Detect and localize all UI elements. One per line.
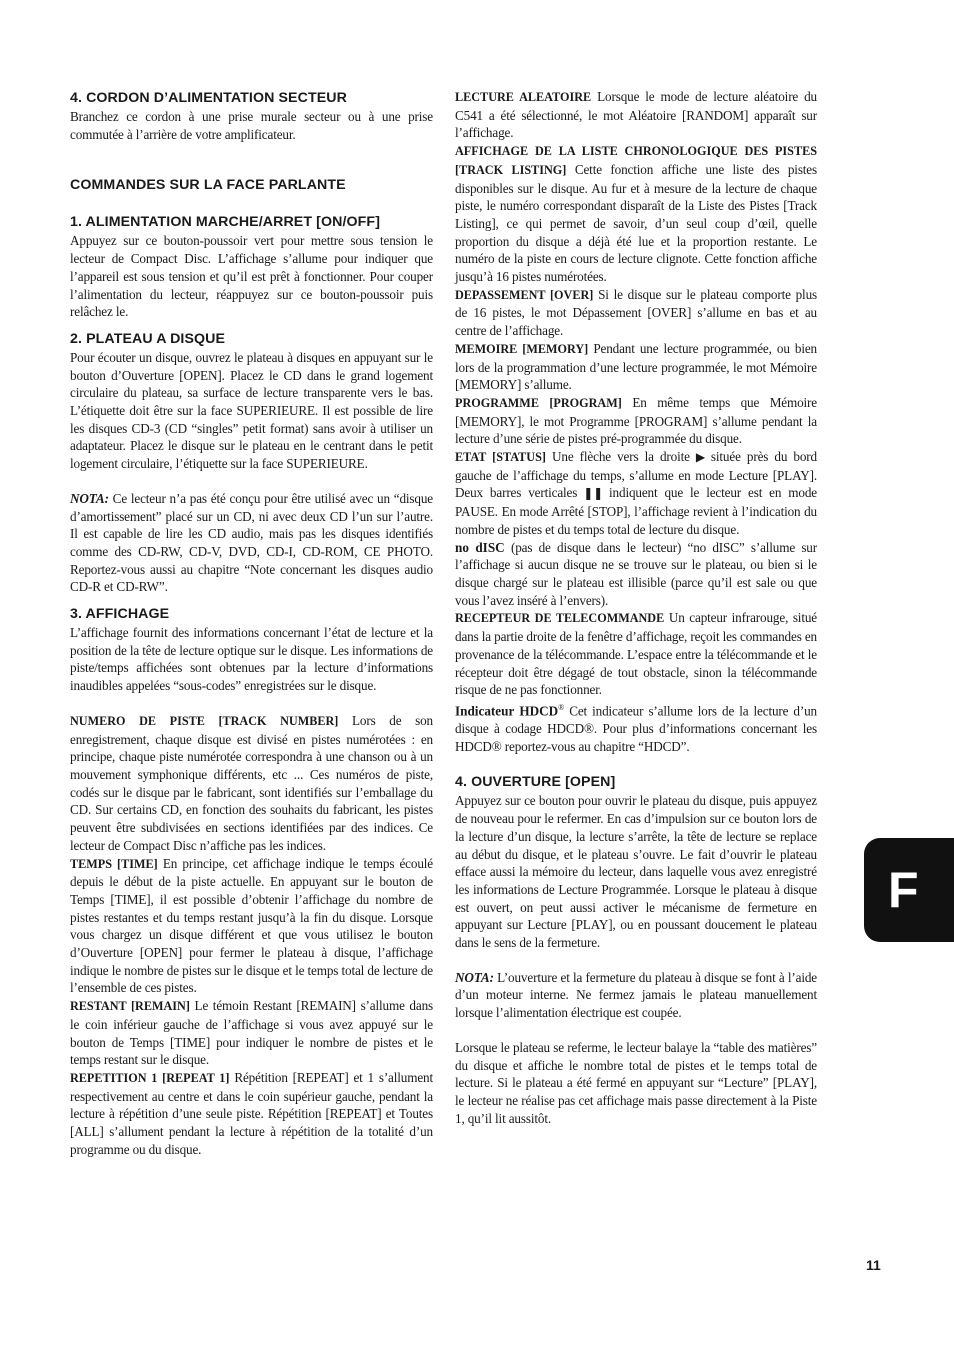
text-over: Si le disque sur le plateau comporte plus de 16 pistes, le mot Dépassement [OVER] s’allume en bas et au centre de l’affichage. <box>455 286 817 339</box>
term-program: PROGRAMME [PROGRAM] <box>455 395 622 410</box>
nota-label: NOTA: <box>70 490 109 506</box>
term-track-number: NUMERO DE PISTE [TRACK NUMBER] <box>70 713 339 728</box>
entry-repeat <box>70 1069 433 1159</box>
text-repeat: Répétition [REPEAT] et 1 s’allument respectivement au centre et dans le coin supérieur gauche, pendant la lecture à répétition d’une seule piste. Répétition [REPEAT] et Toutes [ALL] s’allument pendant la lecture à répétition de la totalité d’un programme ou du disque. <box>70 1069 433 1157</box>
text-status-b: située près du bord gauche de l’affichage du temps, s’allume en mode Lecture [PLAY]. Deux barres verticales <box>455 449 817 501</box>
term-repeat: REPETITION 1 [REPEAT 1] <box>70 1070 230 1085</box>
section-heading-open: 4. OUVERTURE [OPEN] <box>455 774 616 791</box>
text-time: En principe, cet affichage indique le temps écoulé depuis le début de la piste actuelle. En appuyant sur le bouton de Temps [TIME], il est possible d’obtenir l’affichage du nombre de pistes restantes et du temps restant jusqu’à la fin du disque. Lorsque vous chargez un disque différent et que vous utilisez le bouton d’Ouverture [OPEN] pour fermer le plateau à disque, l’affichage indique le nombre de pistes sur le disque et le temps total de lecture de l’ensemble de ces pistes. <box>70 855 433 996</box>
term-remain: RESTANT [REMAIN] <box>70 999 190 1014</box>
text-random: Lorsque le mode de lecture aléatoire du C541 a été sélectionné, le mot Aléatoire [RANDOM] apparaît sur l’affichage. <box>455 89 818 141</box>
play-arrow-icon: ▶ <box>695 450 705 465</box>
paragraph-open: Appuyez sur ce bouton pour ouvrir le plateau du disque, puis appuyez de nouveau pour le refermer. En cas d’impulsion sur ce bouton lors de la lecture d’un disque, la lecture s’arrête, la tête de lecture se replace au début du disque, et le plateau s’ouvre. Le fait d’ouvrir le plateau efface aussi la mémoire du lecteur, dans laquelle vous avez enregistré les informations de Lecture Programmée. Lorsque le plateau à disque est ouvert, on peut aussi activer le mécanisme de fermeture en appuyant sur Lecture [PLAY], ou en poussant doucement le plateau dans le sens de la fermeture. <box>455 793 817 951</box>
paragraph-power-cord: Branchez ce cordon à une prise murale secteur ou à une prise commutée à l’arrière de votre amplificateur. <box>70 109 433 142</box>
term-track-listing: AFFICHAGE DE LA LISTE CHRONOLOGIQUE DES PISTES [TRACK LISTING] <box>455 144 817 177</box>
section-heading-power-cord: 4. CORDON D’ALIMENTATION SECTEUR <box>70 90 347 106</box>
term-remote-receiver: RECEPTEUR DE TELECOMMANDE <box>455 611 665 626</box>
entry-program <box>455 394 817 448</box>
right-column <box>455 88 817 1127</box>
term-hdcd: Indicateur HDCD <box>455 703 559 719</box>
paragraph-tray-close: Lorsque le plateau se referme, le lecteur balaye la “table des matières” du disque et affiche le nombre total de pistes et le temps total de lecture. Si le plateau a été fermé en appuyant sur “Lecture” [PLAY], le lecteur ne réalise pas cet affichage mais passe directement à la Piste 1, qu’il lit aussitôt. <box>455 1039 817 1126</box>
entry-random <box>455 88 817 142</box>
entry-over <box>455 286 817 340</box>
term-no-disc: no dISC <box>455 539 505 555</box>
entry-time <box>70 855 433 998</box>
text-remote-receiver: Un capteur infrarouge, situé dans la partie droite de la fenêtre d’affichage, reçoit les commandes en provenance de la télécommande. L’espace entre la télécommande et le récepteur doit être dégagé de tout obstacle, sinon la télécommande risque de ne pas fonctionner. <box>455 610 817 698</box>
pause-bars-icon: ❚❚ <box>583 486 604 501</box>
entry-track-number <box>70 712 433 855</box>
text-hdcd: Cet indicateur s’allume lors de la lecture d’un disque à codage HDCD®. Pour plus d’informations concernant les HDCD® reportez-vous au chapitre “HDCD”. <box>455 703 817 754</box>
section-heading-disc-tray: 2. PLATEAU A DISQUE <box>70 330 226 347</box>
entry-remote-receiver <box>455 609 817 699</box>
left-column <box>70 88 433 1158</box>
term-over: DEPASSEMENT [OVER] <box>455 287 594 302</box>
text-track-listing: Cette fonction affiche une liste des pistes disponibles sur le disque. Au fur et à mesure de la lecture de chaque piste, le numéro correspondant disparaît de la Liste des Pistes [Track Listing], ce qui permet de savoir, d’un seul coup d’œil, quelle proportion du disque a déjà été lue et la proportion restante. Le numéro de la piste en cours de lecture clignote. Cette fonction affiche jusqu’à 16 pistes numérotées. <box>455 161 817 285</box>
section-heading-display: 3. AFFICHAGE <box>70 606 170 623</box>
term-random: LECTURE ALEATOIRE <box>455 90 592 104</box>
nota-open <box>455 969 817 1022</box>
text-remain: Le témoin Restant [REMAIN] s’allume dans le coin inférieur gauche de l’affichage si vous avez appuyé sur le bouton de Temps [TIME] pour indiquer le nombre de pistes et le temps restant sur le disque. <box>70 998 433 1068</box>
entry-hdcd <box>455 699 817 756</box>
text-memory: Pendant une lecture programmée, ou bien lors de la programmation d’une lecture programmée, le mot Mémoire [MEMORY] s’allume. <box>455 340 817 393</box>
language-tab-f <box>864 838 954 942</box>
entry-track-listing <box>455 142 817 286</box>
term-time: TEMPS [TIME] <box>70 856 158 871</box>
nota-disc-tray <box>70 490 433 596</box>
term-status: ETAT [STATUS] <box>455 450 546 465</box>
term-memory: MEMOIRE [MEMORY] <box>455 341 589 356</box>
entry-memory <box>455 340 817 394</box>
entry-no-disc <box>455 539 817 610</box>
nota-text-open: L’ouverture et la fermeture du plateau à disque se font à l’aide d’un moteur interne. Ne fermez jamais le plateau manuellement lorsque l’alimentation électrique est coupée. <box>455 969 817 1021</box>
entry-status <box>455 448 817 539</box>
language-tab-letter: F <box>888 862 919 918</box>
nota-text: Ce lecteur n’a pas été conçu pour être utilisé avec un “disque d’amortissement” placé sur un CD, ni avec deux CD l’un sur l’autre. Il est capable de lire les CD audio, mais pas les disques identifiés comme des CD-RW, CD-V, DVD, CD-I, CD-ROM, CE PHOTO. Reportez-vous aussi au chapitre “Note concernant les disques audio CD-R et CD-RW”. <box>70 490 433 595</box>
text-status-c: indiquent que le lecteur est en mode PAUSE. En mode Arrêté [STOP], l’affichage revient à l’indication du nombre de pistes et du temps total de lecture du disque. <box>455 485 817 537</box>
nota-label-open: NOTA: <box>455 969 494 985</box>
text-track-number: Lors de son enregistrement, chaque disque est divisé en pistes numérotées : en principe, chaque piste numérotée correspondra à une chanson ou à un mouvement symphonique différents, etc ... Ces numéros de piste, codés sur le disque par le fabricant, sont identifiés sur l’emballage du CD. Sur certains CD, en fonction des souhaits du fabricant, les pistes peuvent être subdivisées en sections identifiées par des indices. Ce lecteur de Compact Disc n’affiche pas les indices. <box>70 712 433 853</box>
section-heading-front-panel: COMMANDES SUR LA FACE PARLANTE <box>70 177 346 194</box>
registered-mark: ® <box>558 702 565 712</box>
text-status-a: Une flèche vers la droite <box>552 449 690 465</box>
paragraph-disc-tray: Pour écouter un disque, ouvrez le plateau à disques en appuyant sur le bouton d’Ouverture [OPEN]. Placez le CD dans le grand logement circulaire du plateau, sa surface de lecture transparente vers le bas. L’étiquette doit être sur la face SUPERIEURE. Il est possible de lire les disques CD-3 (CD “singles” petit format) sans avoir à utiliser un adaptateur. Placez le disque sur le plateau en le centrant dans le petit logement circulaire, l’étiquette sur la face SUPERIEURE. <box>70 349 433 472</box>
page-number: 11 <box>866 1257 881 1273</box>
paragraph-display: L’affichage fournit des informations concernant l’état de lecture et la position de la tête de lecture optique sur le disque. Les informations de piste/temps affichées sont obtenues par la lecture d’informations inaudibles appelées “sous-codes” enregistrées sur le disque. <box>70 625 433 694</box>
text-no-disc: (pas de disque dans le lecteur) “no dISC” s’allume sur l’affichage si aucun disque ne se trouve sur le plateau, ou bien si le disque chargé sur le plateau est illisible (parce qu’il est sale ou que vous l’avez inséré à l’envers). <box>455 539 817 608</box>
text-program: En même temps que Mémoire [MEMORY], le mot Programme [PROGRAM] s’allume pendant la lecture d’une série de pistes pré-programmée du disque. <box>455 394 817 447</box>
section-heading-on-off: 1. ALIMENTATION MARCHE/ARRET [ON/OFF] <box>70 214 381 231</box>
entry-remain <box>70 997 433 1069</box>
paragraph-on-off: Appuyez sur ce bouton-poussoir vert pour mettre sous tension le lecteur de Compact Disc. L’affichage s’allume pour indiquer que l’appareil est sous tension et qu’il est prêt à fonctionner. Pour couper l’alimentation du lecteur, réappuyez sur ce bouton-poussoir puis relâchez le. <box>70 233 433 320</box>
